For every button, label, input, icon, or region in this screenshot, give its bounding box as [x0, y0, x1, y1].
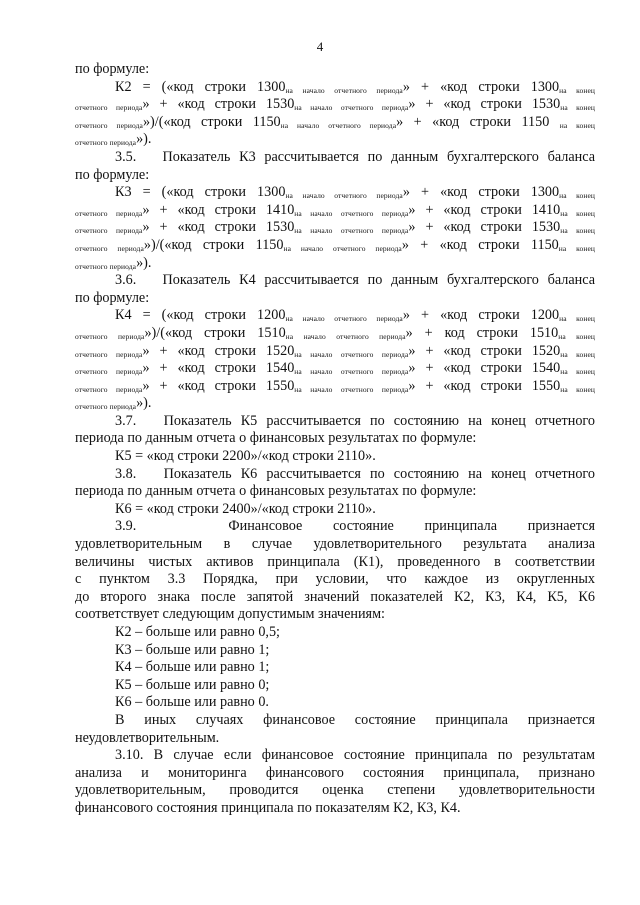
text-line: $_{отчетного периода}$» + «код строки $1540_{на начало отчетного периода}$» + «код строки $1540_{на конец}$ [75, 360, 595, 377]
text-line: К6 – больше или равно 0. [115, 694, 269, 711]
text-line: К5 – больше или равно 0; [115, 676, 270, 693]
text-line: периода по данным отчета о финансовых результатах по формуле: [75, 483, 477, 500]
text-line: финансового состояния принципала по показателям К2, К3, К4. [75, 799, 461, 816]
text-line: соответствует следующим допустимым значениям: [75, 606, 385, 623]
text-line: К3 – больше или равно 1; [115, 641, 270, 658]
text-line: удовлетворительным, проводится оценка степени удовлетворительности [75, 782, 595, 799]
text-line: $_{отчетного периода}$»)/(«код строки $1150_{на начало отчетного периода}$» + «код строки $1150_{на конец}$ [75, 236, 595, 253]
text-line: с пунктом 3.3 Порядка, при условии, что каждое из округленных [75, 571, 595, 588]
text-line: $_{отчетного периода}$»)/(«код строки $1150_{на начало отчетного периода}$» + «код строки 1150 $_{на конец}$ [75, 113, 595, 130]
text-line: до второго знака после запятой значений показателей К2, К3, К4, К5, К6 [75, 588, 595, 605]
text-line: К4 – больше или равно 1; [115, 659, 270, 676]
text-line: удовлетворительным в случае удовлетворительного результата анализа [75, 536, 595, 553]
text-line: $_{отчетного периода}$»). [75, 131, 152, 148]
text-line: К2 = («код строки $1300_{на начало отчетного периода}$» + «код строки $1300_{на конец}$ [115, 78, 595, 95]
text-line: величины чистых активов принципала (К1), проведенного в соответствии [75, 553, 595, 570]
text-line: периода по данным отчета о финансовых результатах по формуле: [75, 430, 477, 447]
text-line: 3.10. В случае если финансовое состояние принципала по результатам [115, 747, 595, 764]
text-line: 3.5. Показатель К3 рассчитывается по данным бухгалтерского баланса [115, 148, 595, 165]
text-line: по формуле: [75, 61, 150, 77]
text-line: К5 = «код строки 2200»/«код строки 2110». [115, 448, 376, 465]
text-line: $_{отчетного периода}$»). [75, 395, 152, 412]
text-line: анализа и мониторинга финансового состояния принципала, признано [75, 764, 595, 781]
text-line: К2 – больше или равно 0,5; [115, 624, 280, 640]
text-line: $_{отчетного периода}$» + «код строки $1530_{на начало отчетного периода}$» + «код строки $1530_{на конец}$ [75, 219, 595, 236]
text-line: 3.6. Показатель К4 рассчитывается по данным бухгалтерского баланса [115, 272, 595, 289]
text-line: 3.8. Показатель К6 рассчитывается по состоянию на конец отчетного [115, 465, 595, 482]
text-line: К4 = («код строки $1200_{на начало отчетного периода}$» + «код строки $1200_{на конец}$ [115, 307, 595, 324]
text-line: В иных случаях финансовое состояние принципала признается [115, 711, 595, 728]
text-line: $_{отчетного периода}$» + «код строки $1550_{на начало отчетного периода}$» + «код строки $1550_{на конец}$ [75, 377, 595, 394]
text-line: $_{отчетного периода}$»)/(«код строки $1510_{на начало отчетного периода}$» + код строки $1510_{на конец}$ [75, 324, 595, 341]
text-line: $_{отчетного периода}$»). [75, 254, 152, 271]
text-line: $_{отчетного периода}$» + «код строки $1520_{на начало отчетного периода}$» + «код строки $1520_{на конец}$ [75, 342, 595, 359]
text-line: неудовлетворительным. [75, 729, 220, 746]
text-line: 3.9. Финансовое состояние принципала признается [115, 518, 595, 535]
text-line: 3.7. Показатель К5 рассчитывается по состоянию на конец отчетного [115, 412, 595, 429]
text-line: по формуле: [75, 289, 150, 306]
text-line: К6 = «код строки 2400»/«код строки 2110». [115, 500, 376, 517]
text-line: К3 = («код строки $1300_{на начало отчетного периода}$» + «код строки $1300_{на конец}$ [115, 184, 595, 201]
page-number: 4 [316, 39, 324, 54]
text-line: по формуле: [75, 166, 150, 183]
text-line: $_{отчетного периода}$» + «код строки $1410_{на начало отчетного периода}$» + «код строки $1410_{на конец}$ [75, 201, 595, 218]
text-line: $_{отчетного периода}$» + «код строки $1530_{на начало отчетного периода}$» + «код строки $1530_{на конец}$ [75, 96, 595, 113]
document-body [75, 61, 595, 818]
